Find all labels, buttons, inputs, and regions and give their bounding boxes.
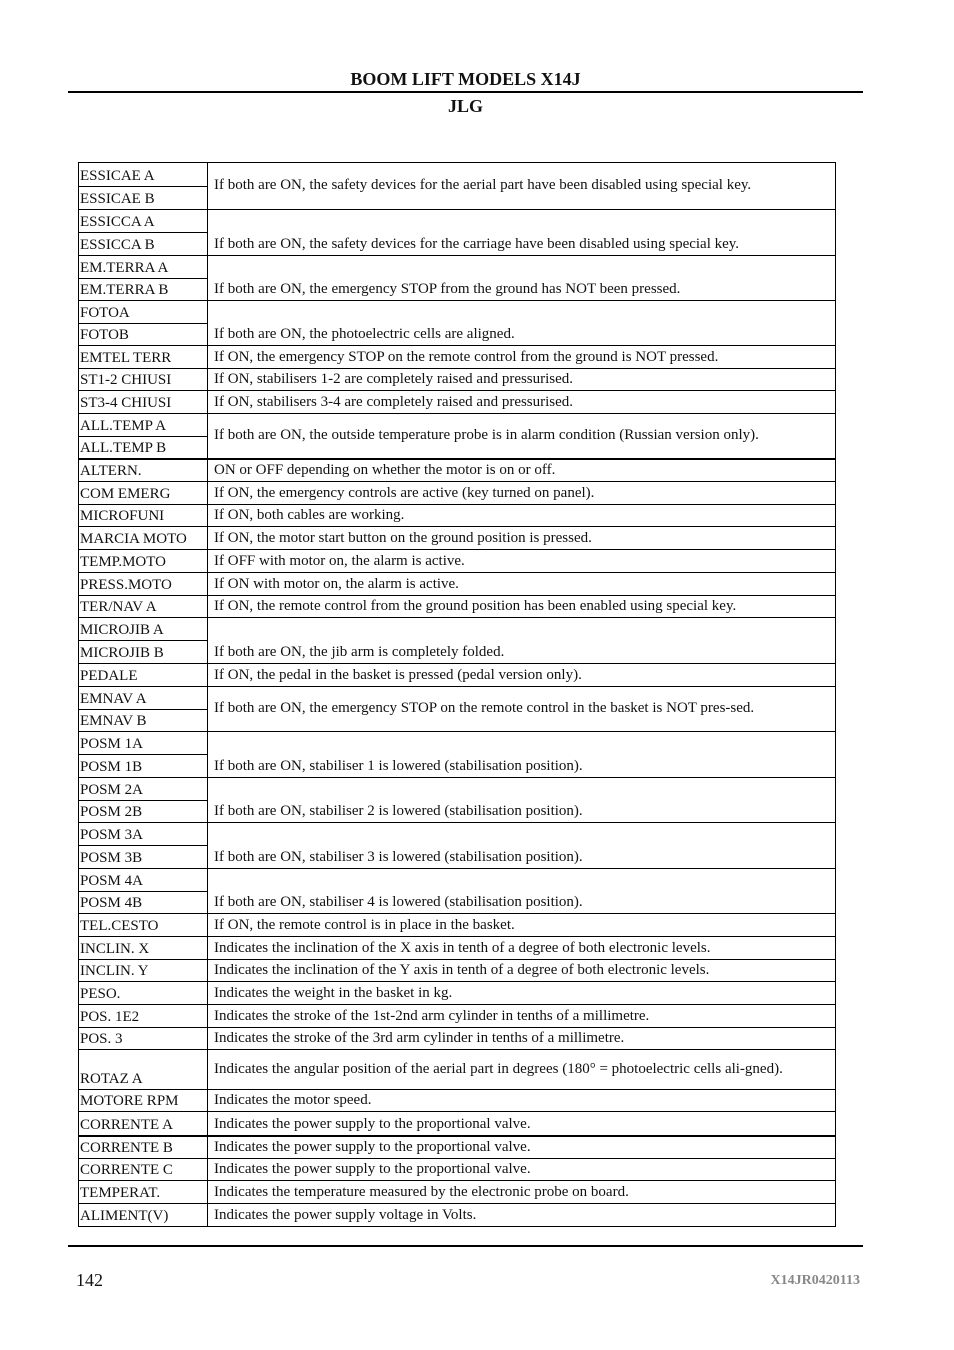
document-code: X14JR0420113 <box>770 1273 860 1288</box>
signal-description <box>208 982 835 1004</box>
signal-code-cell <box>79 346 208 368</box>
description-text: If OFF with motor on, the alarm is active. <box>214 553 465 569</box>
signal-description <box>208 482 835 504</box>
description-text: If ON, the pedal in the basket is pressed (pedal version only). <box>214 667 582 683</box>
page-number: 142 <box>76 1270 103 1290</box>
signal-code: PESO. <box>80 986 121 1002</box>
signal-code: MARCIA MOTO <box>80 531 187 547</box>
header-divider <box>68 91 863 93</box>
signal-code: ESSICAE A <box>80 167 155 184</box>
description-text: If ON, the remote control is in place in the basket. <box>214 917 515 933</box>
signal-code: POSM 2A <box>80 781 143 798</box>
signal-code: ESSICCA A <box>80 214 155 230</box>
description-text: Indicates the power supply voltage in Volts. <box>214 1207 477 1223</box>
description-text: If ON, stabilisers 3-4 are completely raised and pressurised. <box>214 394 574 410</box>
signal-code-cell <box>79 1005 208 1027</box>
description-text: Indicates the inclination of the X axis in tenth of a degree of both electronic levels. <box>214 940 711 956</box>
signal-code: MICROFUNI <box>80 508 165 524</box>
signal-code: EM.TERRA B <box>79 278 207 301</box>
signal-code-cell <box>79 210 208 255</box>
signal-code: TEMP.MOTO <box>80 554 166 570</box>
signal-code-cell <box>79 687 208 731</box>
signal-code-cell <box>79 596 208 617</box>
signal-code: TER/NAV A <box>80 599 157 615</box>
table-row <box>79 504 835 526</box>
signal-code-cell <box>79 823 208 868</box>
signal-code-cell <box>79 778 208 822</box>
description-text: If ON, the emergency controls are active (key turned on panel). <box>214 485 595 501</box>
signal-code: POSM 4B <box>79 891 207 914</box>
signal-code: ALL.TEMP A <box>80 417 167 434</box>
signal-code-cell <box>79 527 208 549</box>
signal-code: POSM 3B <box>79 845 207 868</box>
document-title: BOOM LIFT MODELS X14J <box>350 69 581 89</box>
signal-code: EMNAV B <box>79 709 207 732</box>
description-text: If both are ON, stabiliser 2 is lowered (stabilisation position). <box>214 803 583 819</box>
description-text: If both are ON, the jib arm is completely folded. <box>214 644 505 660</box>
signal-code-cell <box>79 414 208 458</box>
table-row <box>79 300 835 345</box>
signal-code: ESSICAE B <box>79 186 207 210</box>
signal-description <box>208 1181 835 1203</box>
signal-description <box>208 1005 835 1027</box>
description-text: If ON, the motor start button on the ground position is pressed. <box>214 530 592 546</box>
table-row <box>79 549 835 572</box>
table-row <box>79 526 835 549</box>
table-row <box>79 413 835 458</box>
table-row <box>79 1004 835 1027</box>
description-text: Indicates the inclination of the Y axis in tenth of a degree of both electronic levels. <box>214 962 710 978</box>
signal-code-cell <box>79 664 208 686</box>
description-text: Indicates the weight in the basket in kg. <box>214 985 453 1001</box>
signal-description <box>208 414 835 458</box>
description-text: Indicates the power supply to the proportional valve. <box>214 1139 531 1155</box>
signal-code: MICROJIB A <box>80 622 164 638</box>
signal-code: FOTOB <box>79 323 207 346</box>
table-row <box>79 1027 835 1049</box>
signal-description <box>208 687 835 731</box>
description-text: If both are ON, stabiliser 4 is lowered (stabilisation position). <box>214 894 583 910</box>
signal-code: POSM 3A <box>80 827 143 843</box>
signal-description <box>208 1159 835 1180</box>
signal-description <box>208 869 835 913</box>
signal-code-cell <box>79 391 208 413</box>
signal-code: POSM 1B <box>79 754 207 777</box>
signal-code: MOTORE RPM <box>80 1093 179 1109</box>
table-row <box>79 617 835 663</box>
signal-code: INCLIN. Y <box>80 963 149 979</box>
signal-description <box>208 823 835 868</box>
description-text: If ON with motor on, the alarm is active. <box>214 576 459 592</box>
signal-code-cell <box>79 505 208 526</box>
signal-description <box>208 596 835 617</box>
signal-code: POSM 2B <box>79 800 207 823</box>
signal-code: EM.TERRA A <box>80 259 169 276</box>
table-row <box>79 913 835 936</box>
signal-description <box>208 527 835 549</box>
table-row <box>79 686 835 731</box>
description-text: Indicates the angular position of the aerial part in degrees (180° = photoelectric cells ali-gned). <box>214 1060 783 1077</box>
table-row <box>79 1049 835 1089</box>
signal-code-cell <box>79 573 208 595</box>
table-row <box>79 1111 835 1135</box>
signal-description <box>208 163 835 209</box>
signal-description <box>208 573 835 595</box>
signal-code-cell <box>79 460 208 481</box>
description-text: Indicates the power supply to the proportional valve. <box>214 1116 531 1132</box>
description-text: If both are ON, the safety devices for the carriage have been disabled using special key. <box>214 236 740 252</box>
signal-description <box>208 505 835 526</box>
table-row <box>79 1135 835 1158</box>
description-text: If both are ON, the emergency STOP on the remote control in the basket is NOT pres-sed. <box>214 700 755 716</box>
footer-divider <box>68 1245 863 1247</box>
signal-description <box>208 1137 835 1158</box>
signal-code: CORRENTE B <box>80 1140 173 1156</box>
table-row <box>79 1158 835 1180</box>
description-text: If both are ON, stabiliser 3 is lowered (stabilisation position). <box>214 849 583 865</box>
signal-code-cell <box>79 937 208 959</box>
signal-description <box>208 914 835 936</box>
signal-code-cell <box>79 1137 208 1158</box>
signal-code-cell <box>79 1050 208 1089</box>
description-text: Indicates the stroke of the 3rd arm cylinder in tenths of a millimetre. <box>214 1030 625 1046</box>
table-row <box>79 481 835 504</box>
signal-code: TEL.CESTO <box>80 918 159 934</box>
description-text: If ON, both cables are working. <box>214 507 405 523</box>
signal-code: TEMPERAT. <box>80 1185 161 1201</box>
table-row <box>79 731 835 777</box>
signal-description <box>208 210 835 255</box>
signal-code-cell <box>79 369 208 390</box>
signal-code: ESSICCA B <box>79 232 207 255</box>
signal-code: FOTOA <box>80 304 130 321</box>
signal-code: ST3-4 CHIUSI <box>80 395 172 411</box>
description-text: If ON, the emergency STOP on the remote control from the ground is NOT pressed. <box>214 349 719 365</box>
description-text: ON or OFF depending on whether the motor is on or off. <box>214 462 556 478</box>
signal-code-cell <box>79 256 208 300</box>
table-row <box>79 572 835 595</box>
signal-code: PRESS.MOTO <box>80 577 172 593</box>
description-text: Indicates the temperature measured by the electronic probe on board. <box>214 1184 629 1200</box>
signal-code-cell <box>79 482 208 504</box>
signal-code: ALTERN. <box>80 463 142 479</box>
signal-code-cell <box>79 1204 208 1226</box>
signal-code: PEDALE <box>80 668 138 684</box>
signal-code: CORRENTE C <box>80 1162 173 1178</box>
description-text: If both are ON, the outside temperature probe is in alarm condition (Russian version only). <box>214 427 759 443</box>
signal-code-cell <box>79 163 208 209</box>
signal-code-cell <box>79 550 208 572</box>
signal-code: ALIMENT(V) <box>80 1208 169 1224</box>
signal-code: ROTAZ A <box>80 1071 143 1087</box>
table-row <box>79 458 835 481</box>
table-row <box>79 595 835 617</box>
signal-description <box>208 1090 835 1111</box>
signal-description <box>208 1028 835 1049</box>
brand-name: JLG <box>447 96 483 116</box>
table-row <box>79 777 835 822</box>
signal-code-cell <box>79 982 208 1004</box>
signal-description <box>208 550 835 572</box>
signal-table <box>78 162 836 1227</box>
signal-description <box>208 937 835 959</box>
table-row <box>79 390 835 413</box>
signal-description <box>208 960 835 981</box>
signal-code-cell <box>79 1181 208 1203</box>
signal-code-cell <box>79 732 208 777</box>
table-row <box>79 255 835 300</box>
signal-description <box>208 1112 835 1135</box>
signal-code: INCLIN. X <box>80 941 150 957</box>
description-text: Indicates the motor speed. <box>214 1092 372 1108</box>
signal-description <box>208 664 835 686</box>
signal-code-cell <box>79 960 208 981</box>
table-row <box>79 663 835 686</box>
signal-code: EMTEL TERR <box>80 350 172 366</box>
signal-code-cell <box>79 1090 208 1111</box>
description-text: If both are ON, stabiliser 1 is lowered (stabilisation position). <box>214 758 583 774</box>
description-text: If both are ON, the photoelectric cells are aligned. <box>214 326 515 342</box>
table-row <box>79 209 835 255</box>
table-row <box>79 1203 835 1226</box>
description-text: If ON, the remote control from the ground position has been enabled using special key. <box>214 598 737 614</box>
signal-code: POS. 3 <box>80 1031 123 1047</box>
table-row <box>79 959 835 981</box>
signal-code-cell <box>79 869 208 913</box>
table-row <box>79 368 835 390</box>
signal-code: ALL.TEMP B <box>79 436 207 459</box>
description-text: Indicates the power supply to the proportional valve. <box>214 1161 531 1177</box>
table-row <box>79 868 835 913</box>
signal-code-cell <box>79 618 208 663</box>
signal-code: CORRENTE A <box>80 1117 173 1133</box>
description-text: If both are ON, the safety devices for the aerial part have been disabled using special key. <box>214 177 752 193</box>
signal-description <box>208 301 835 345</box>
signal-description <box>208 1050 835 1089</box>
signal-description <box>208 346 835 368</box>
signal-description <box>208 460 835 481</box>
table-row <box>79 1089 835 1111</box>
description-text: If ON, stabilisers 1-2 are completely raised and pressurised. <box>214 371 574 387</box>
signal-code: POS. 1E2 <box>80 1009 140 1025</box>
signal-code: POSM 4A <box>80 872 143 889</box>
signal-code-cell <box>79 1028 208 1049</box>
table-row <box>79 345 835 368</box>
table-row <box>79 936 835 959</box>
signal-code: COM EMERG <box>80 486 171 502</box>
signal-code-cell <box>79 1112 208 1135</box>
signal-code: ST1-2 CHIUSI <box>80 372 172 388</box>
table-row <box>79 163 835 209</box>
signal-description <box>208 618 835 663</box>
table-row <box>79 981 835 1004</box>
description-text: If both are ON, the emergency STOP from the ground has NOT been pressed. <box>214 281 681 297</box>
table-row <box>79 822 835 868</box>
description-text: Indicates the stroke of the 1st-2nd arm cylinder in tenths of a millimetre. <box>214 1008 650 1024</box>
signal-code-cell <box>79 1159 208 1180</box>
signal-description <box>208 1204 835 1226</box>
signal-description <box>208 256 835 300</box>
signal-description <box>208 391 835 413</box>
signal-code-cell <box>79 301 208 345</box>
signal-code: MICROJIB B <box>79 640 207 663</box>
signal-description <box>208 732 835 777</box>
table-row <box>79 1180 835 1203</box>
signal-code: EMNAV A <box>80 690 147 707</box>
signal-description <box>208 369 835 390</box>
signal-code: POSM 1A <box>80 736 143 752</box>
signal-code-cell <box>79 914 208 936</box>
signal-description <box>208 778 835 822</box>
